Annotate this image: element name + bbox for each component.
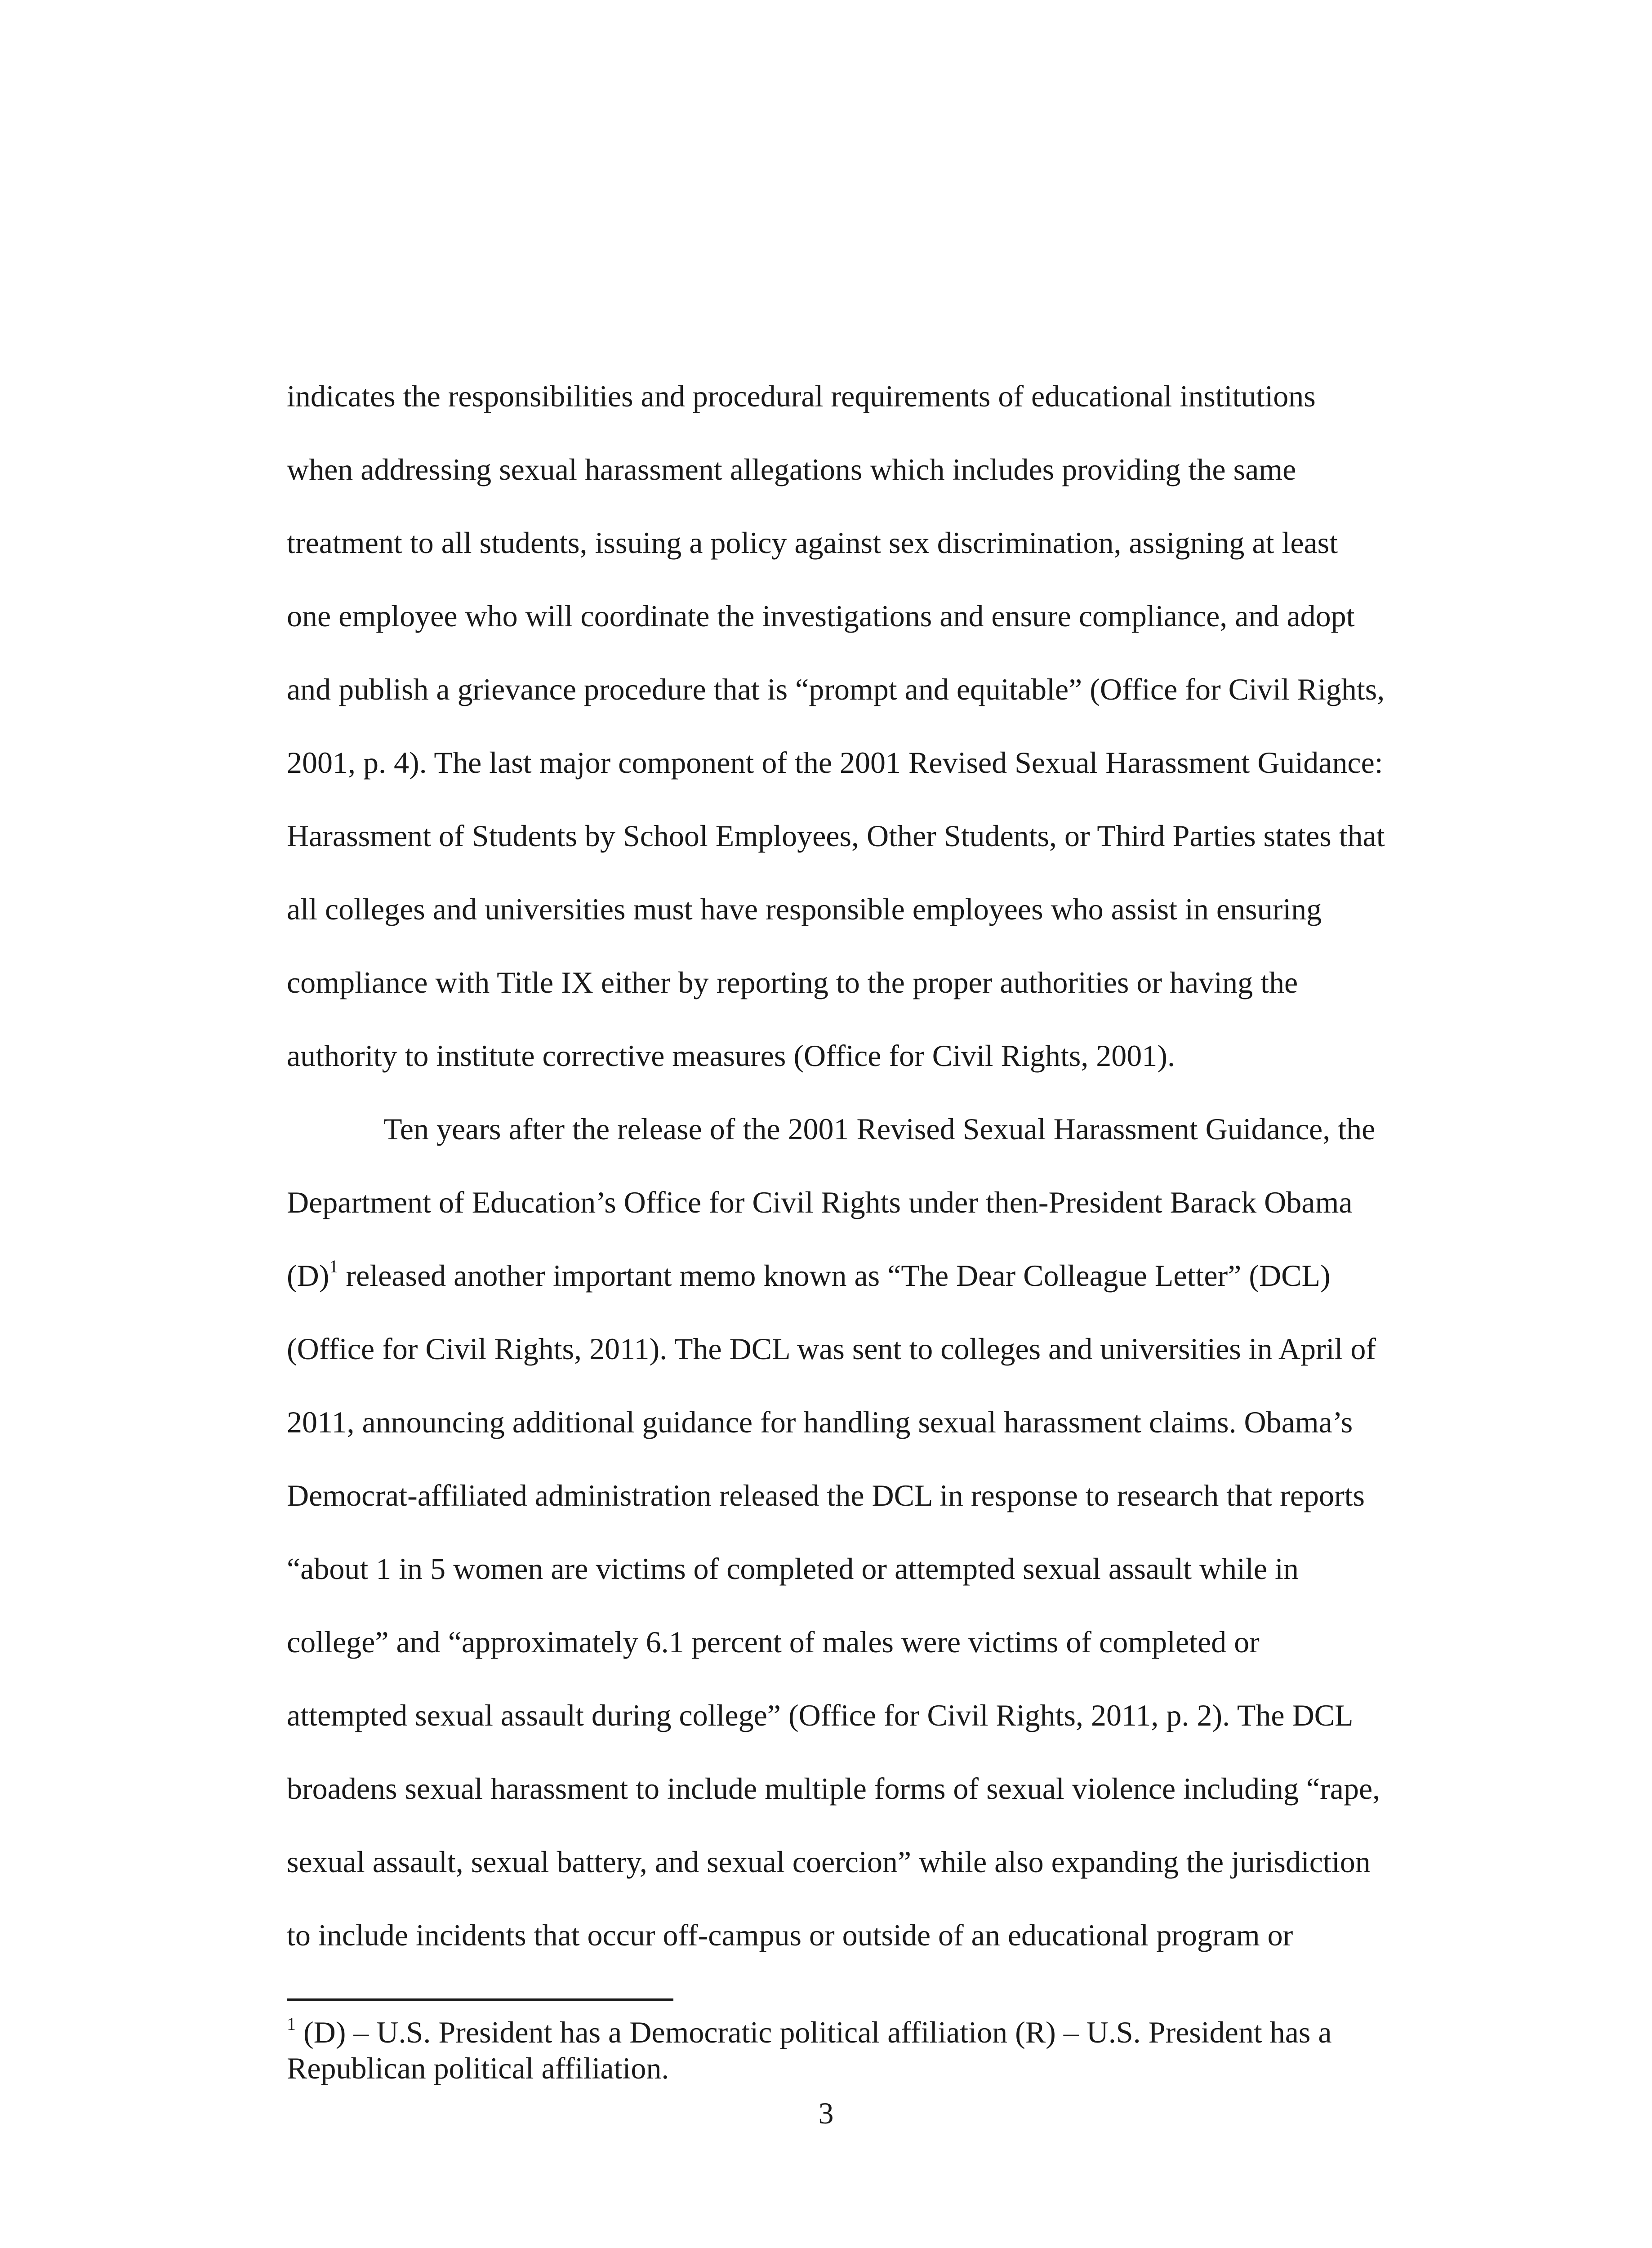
body-line: when addressing sexual harassment allegations which includes providing the same [287,452,1296,486]
body-text [287,360,1438,1972]
body-line: one employee who will coordinate the investigations and ensure compliance, and adopt [287,599,1355,633]
footnote-line: Republican political affiliation. [287,2051,669,2085]
body-line: all colleges and universities must have responsible employees who assist in ensuring [287,892,1322,926]
body-line: to include incidents that occur off-campus or outside of an educational program or [287,1918,1293,1952]
body-line: (Office for Civil Rights, 2011). The DCL was sent to colleges and universities in April of [287,1332,1376,1366]
footnote-line [287,2014,1438,2050]
body-line: Democrat-affiliated administration released the DCL in response to research that reports [287,1478,1365,1512]
body-line: sexual assault, sexual battery, and sexual coercion” while also expanding the jurisdiction [287,1845,1371,1879]
body-line: “about 1 in 5 women are victims of completed or attempted sexual assault while in [287,1552,1299,1586]
body-line: attempted sexual assault during college” (Office for Civil Rights, 2011, p. 2). The DCL [287,1698,1354,1732]
body-line: and publish a grievance procedure that is “prompt and equitable” (Office for Civil Rights, [287,672,1385,706]
body-line: compliance with Title IX either by reporting to the proper authorities or having the [287,965,1298,999]
paragraph-first-line: Ten years after the release of the 2001 Revised Sexual Harassment Guidance, the [383,1112,1376,1146]
body-line-segment: (D) [287,1258,330,1293]
body-line: Harassment of Students by School Employees, Other Students, or Third Parties states that [287,819,1385,853]
body-line: college” and “approximately 6.1 percent of males were victims of completed or [287,1625,1260,1659]
body-line: authority to institute corrective measures (Office for Civil Rights, 2001). [287,1039,1175,1073]
body-line: Department of Education’s Office for Civil Rights under then-President Barack Obama [287,1185,1353,1219]
body-line-segment: released another important memo known as “The Dear Colleague Letter” (DCL) [338,1258,1331,1293]
body-line-with-footnote-ref [287,1239,1438,1312]
page-number: 3 [818,2096,834,2130]
body-line: 2011, announcing additional guidance for handling sexual harassment claims. Obama’s [287,1405,1353,1439]
body-line: indicates the responsibilities and procedural requirements of educational institutions [287,379,1316,413]
body-line: 2001, p. 4). The last major component of the 2001 Revised Sexual Harassment Guidance: [287,745,1383,780]
body-line: treatment to all students, issuing a policy against sex discrimination, assigning at least [287,526,1338,560]
footnote-text: (D) – U.S. President has a Democratic political affiliation (R) – U.S. President has a [296,2015,1332,2049]
footnote [287,2014,1438,2086]
footnote-separator [287,1998,673,2001]
footnote-marker: 1 [287,2014,296,2034]
footnote-reference[interactable]: 1 [329,1256,338,1276]
body-line: broadens sexual harassment to include multiple forms of sexual violence including “rape, [287,1771,1380,1806]
